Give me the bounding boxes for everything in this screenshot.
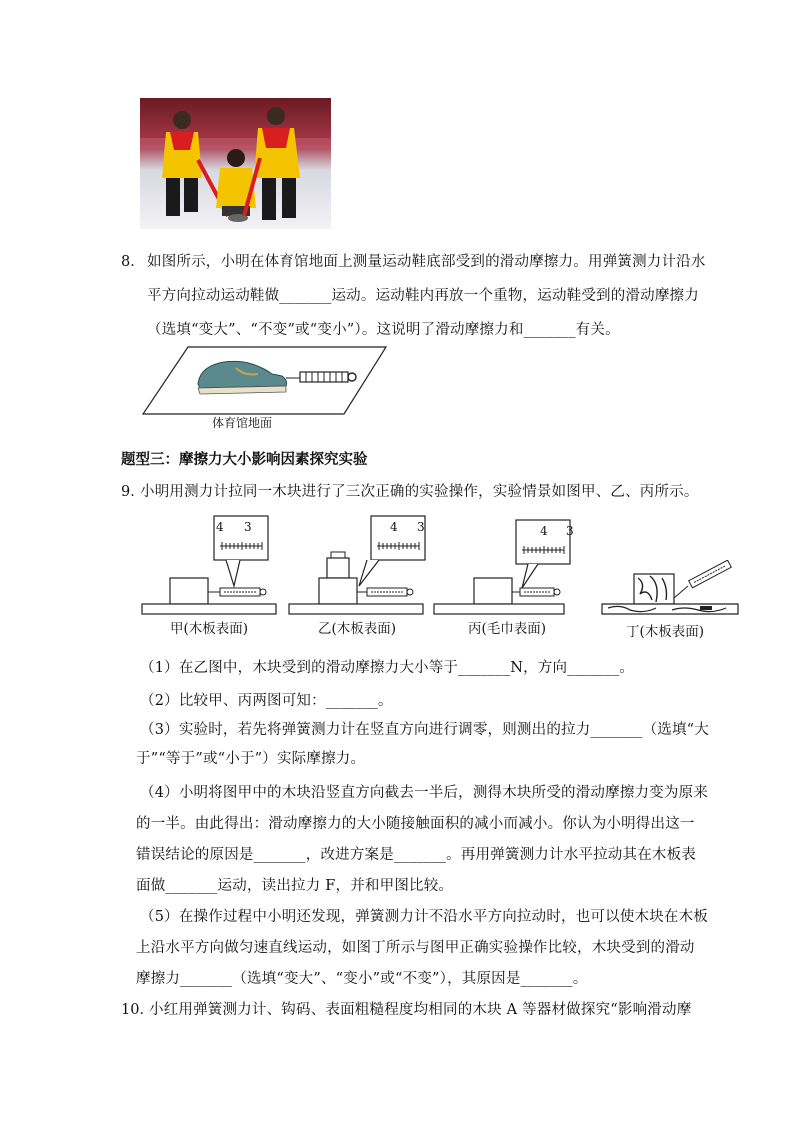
q9-p4c: 错误结论的原因是_______，改进方案是_______。再用弹簧测力计水平拉动其在木板表: [136, 847, 696, 863]
shoe-figure: [140, 344, 390, 430]
q9-p5a: （5）在操作过程中小明还发现，弹簧测力计不沿水平方向拉动时，也可以使木块在木板: [140, 909, 709, 925]
caption-bing: 丙(毛巾表面): [468, 621, 547, 637]
q9-p4d: 面做_______运动，读出拉力 F，并和甲图比较。: [136, 878, 454, 894]
gauge-bing-label-3: 3: [566, 524, 574, 538]
section-title: 题型三：摩擦力大小影响因素探究实验: [121, 452, 368, 468]
curling-photo: [140, 98, 331, 229]
q9-p5c: 摩擦力_______（选填“变大”、“变小”或“不变”），其原因是_______。: [136, 971, 588, 987]
figure-bing: [432, 512, 582, 620]
q8-number: 8．: [121, 254, 145, 270]
q9-p3a: （3）实验时，若先将弹簧测力计在竖直方向进行调零，则测出的拉力_______（选填“大: [140, 722, 709, 738]
caption-yi: 乙(木板表面): [318, 621, 397, 637]
q9-p4a: （4）小明将图甲中的木块沿竖直方向截去一半后，测得木块所受的滑动摩擦力变为原来: [140, 785, 709, 801]
q9-number: 9．: [121, 484, 145, 500]
caption-ding: 丁(木板表面): [626, 624, 705, 640]
q9-p3b: 于”“等于”或“小于”）实际摩擦力。: [136, 751, 366, 767]
q8-line2: 平方向拉动运动鞋做_______运动。运动鞋内再放一个重物，运动鞋受到的滑动摩擦力: [147, 288, 699, 304]
figure-jia: [140, 512, 280, 620]
gauge-yi-label-3: 3: [417, 520, 425, 534]
figure-yi: [287, 512, 437, 620]
q9-intro: 小明用测力计拉同一木块进行了三次正确的实验操作，实验情景如图甲、乙、丙所示。: [140, 484, 699, 500]
q8-line1: 如图所示，小明在体育馆地面上测量运动鞋底部受到的滑动摩擦力。用弹簧测力计沿水: [147, 254, 706, 270]
gauge-jia-label-3: 3: [244, 520, 252, 534]
gauge-bing-label-4: 4: [540, 524, 548, 538]
gauge-jia-label-4: 4: [216, 520, 224, 534]
q9-p2: （2）比较甲、丙两图可知：_______。: [140, 693, 393, 709]
q9-p5b: 上沿水平方向做匀速直线运动，如图丁所示与图甲正确实验操作比较，木块受到的滑动: [136, 940, 695, 956]
q10-line1: 小红用弹簧测力计、钩码、表面粗糙程度均相同的木块 A 等器材做探究“影响滑动摩: [149, 1002, 692, 1018]
shoe-figure-caption: 体育馆地面: [212, 416, 273, 430]
q9-p4b: 的一半。由此得出：滑动摩擦力的大小随接触面积的减小而减小。你认为小明得出这一: [136, 816, 695, 832]
q8-line3: （选填“变大”、“不变”或“变小”）。这说明了滑动摩擦力和_______有关。: [147, 322, 620, 338]
gauge-yi-label-4: 4: [390, 520, 398, 534]
figure-ding: [600, 560, 740, 620]
q10-number: 10．: [121, 1002, 154, 1018]
q9-p1: （1）在乙图中，木块受到的滑动摩擦力大小等于_______N，方向_______。: [140, 660, 635, 676]
caption-jia: 甲(木板表面): [170, 621, 249, 637]
